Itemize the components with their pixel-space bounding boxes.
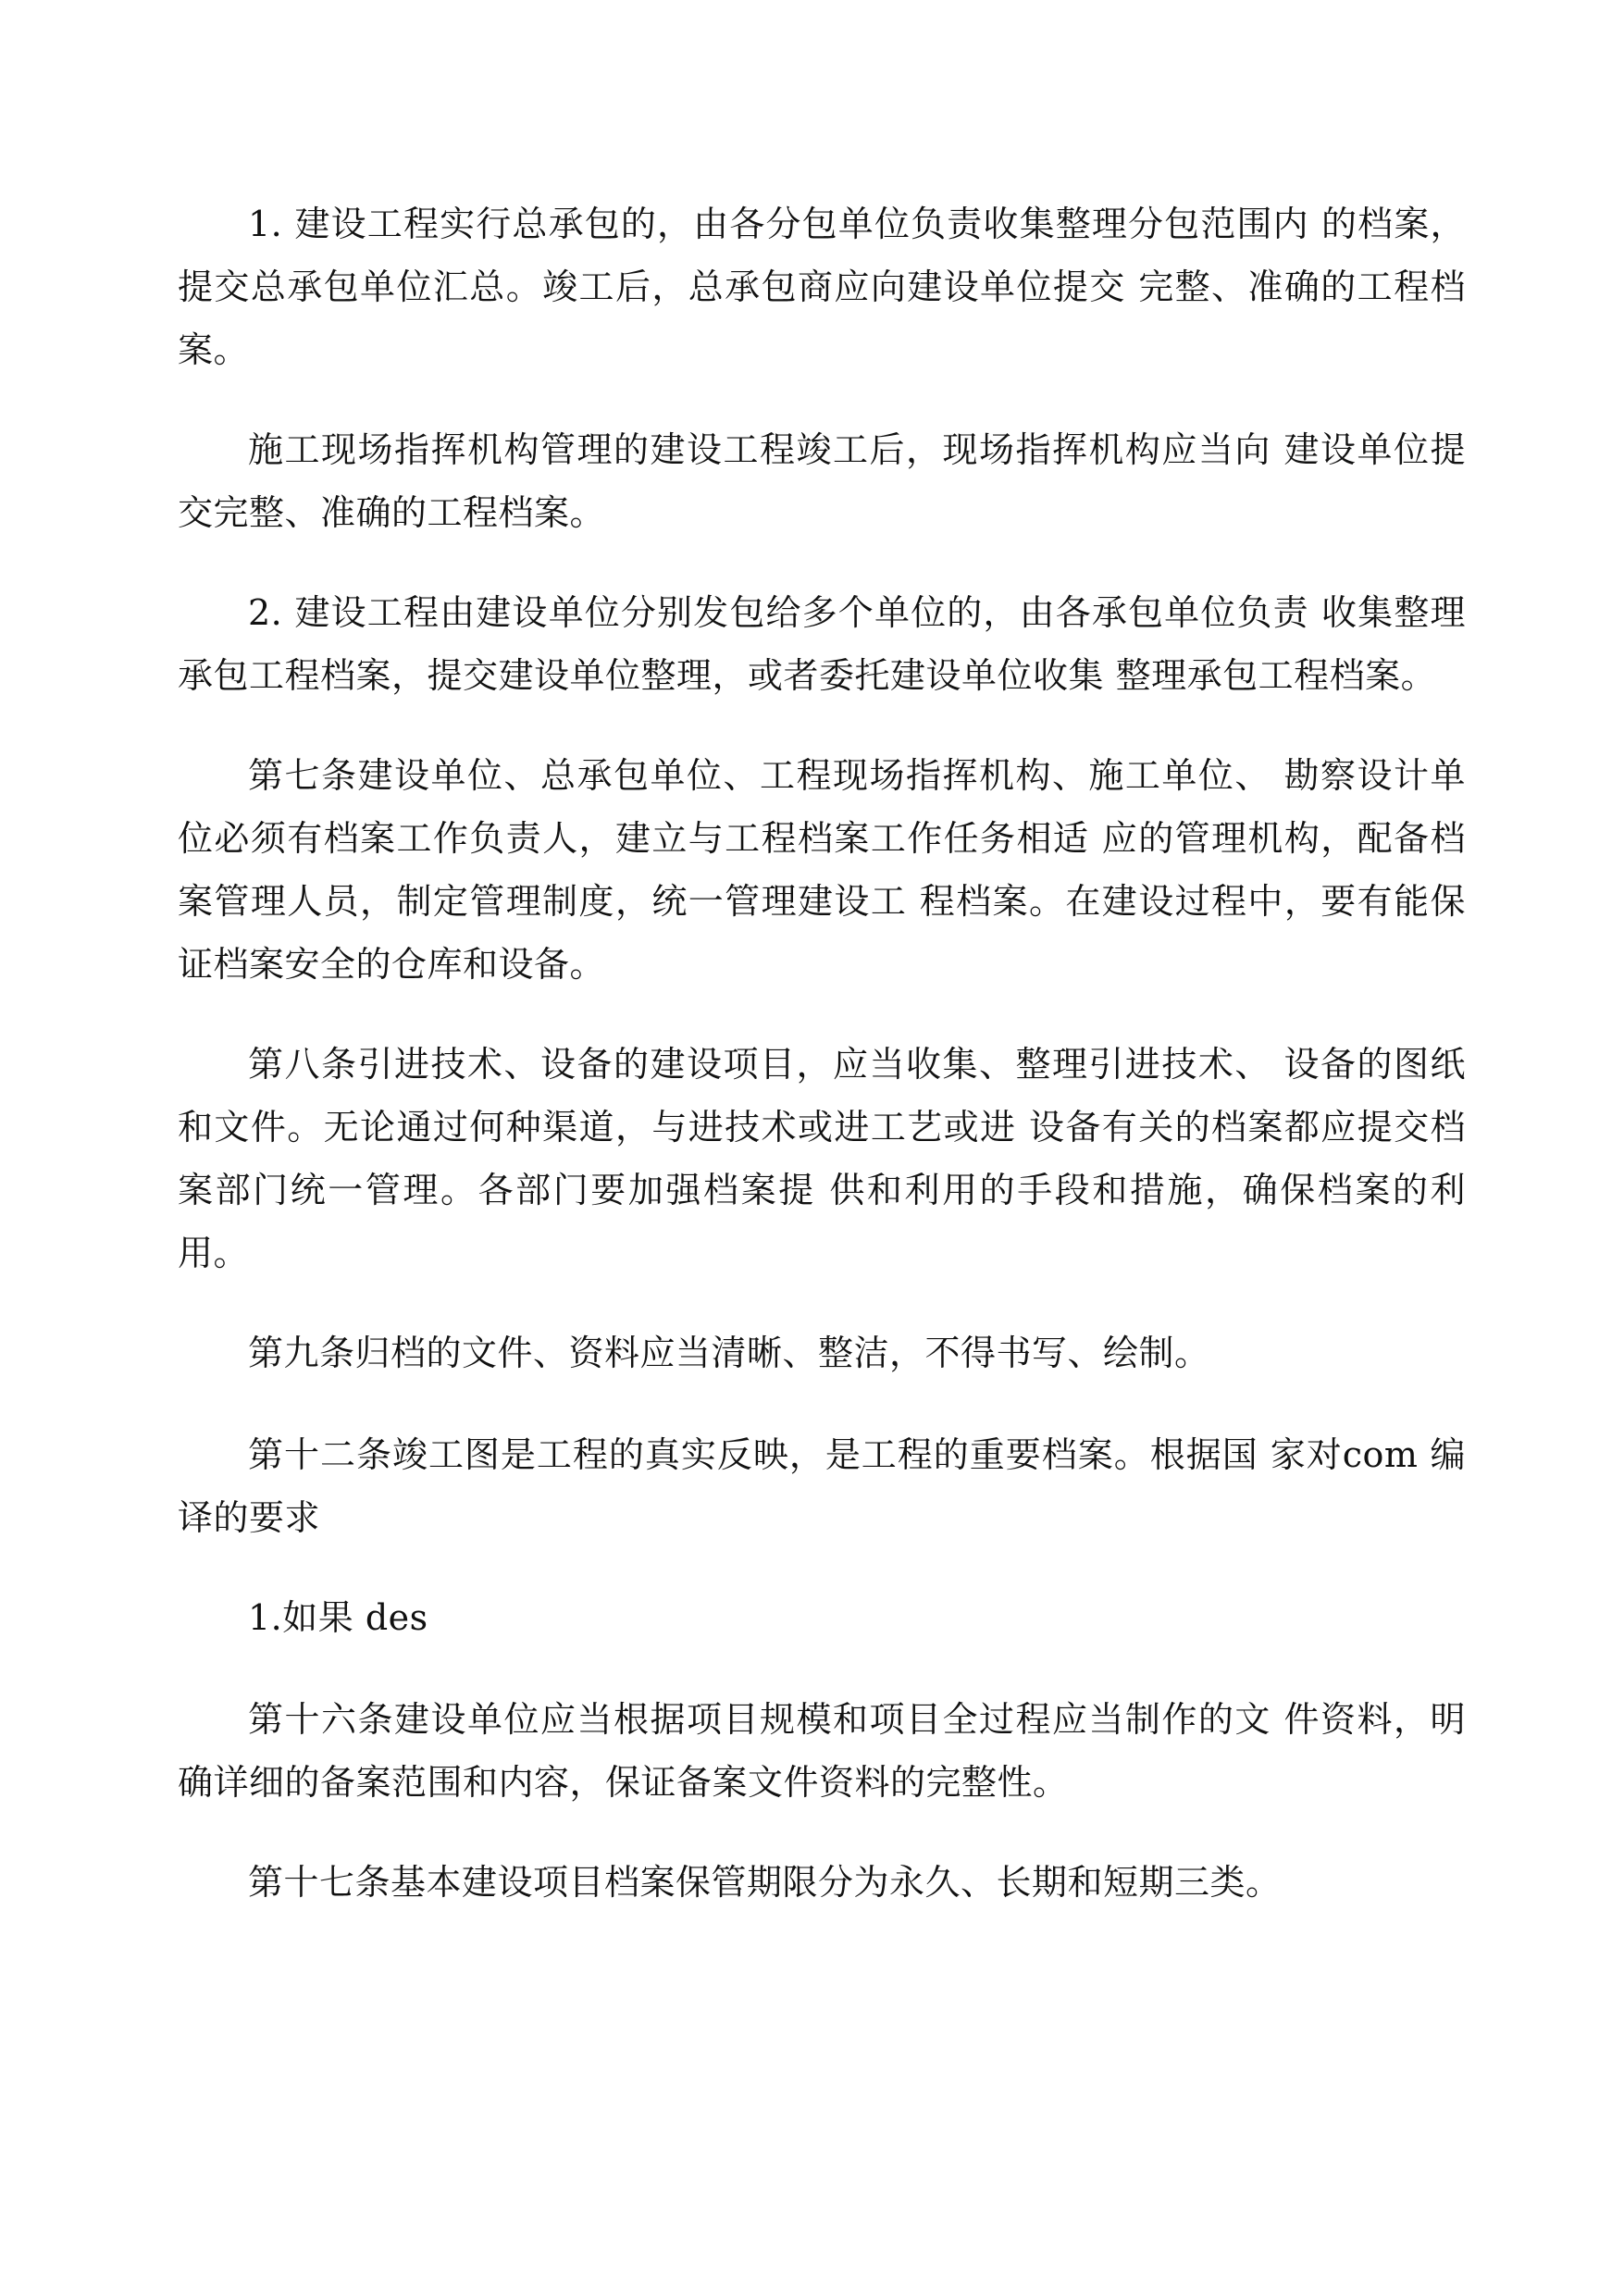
paragraph: 第十六条建设单位应当根据项目规模和项目全过程应当制作的文 件资料，明确详细的备案范围和内容，保证备案文件资料的完整性。	[178, 1699, 1466, 1803]
paragraph: 第十七条基本建设项目档案保管期限分为永久、长期和短期三类。	[248, 1862, 1282, 1903]
document-body	[178, 192, 1466, 1953]
paragraph: 第八条引进技术、设备的建设项目，应当收集、整理引进技术、 设备的图纸和文件。无论通过何种渠道，与进技术或进工艺或进 设备有关的档案都应提交档案部门统一管理。各部门要加强档案提 供和利用的手段和措施，确保档案的利用。	[178, 1044, 1466, 1273]
paragraph: 第十二条竣工图是工程的真实反映，是工程的重要档案。根据国 家对com 编译的要求	[178, 1434, 1466, 1538]
paragraph: 第七条建设单位、总承包单位、工程现场指挥机构、施工单位、 勘察设计单位必须有档案工作负责人，建立与工程档案工作任务相适 应的管理机构，配备档案管理人员，制定管理制度，统一管理建设工 程档案。在建设过程中，要有能保证档案安全的仓库和设备。	[178, 755, 1466, 985]
paragraph: 1. 建设工程实行总承包的，由各分包单位负责收集整理分包范围内 的档案，提交总承包单位汇总。竣工后，总承包商应向建设单位提交 完整、准确的工程档案。	[178, 204, 1466, 370]
paragraph: 施工现场指挥机构管理的建设工程竣工后，现场指挥机构应当向 建设单位提交完整、准确的工程档案。	[178, 429, 1466, 533]
paragraph: 1.如果 des	[248, 1597, 428, 1638]
paragraph: 2. 建设工程由建设单位分别发包给多个单位的，由各承包单位负责 收集整理承包工程档案，提交建设单位整理，或者委托建设单位收集 整理承包工程档案。	[178, 592, 1466, 696]
paragraph: 第九条归档的文件、资料应当清晰、整洁，不得书写、绘制。	[248, 1333, 1210, 1373]
